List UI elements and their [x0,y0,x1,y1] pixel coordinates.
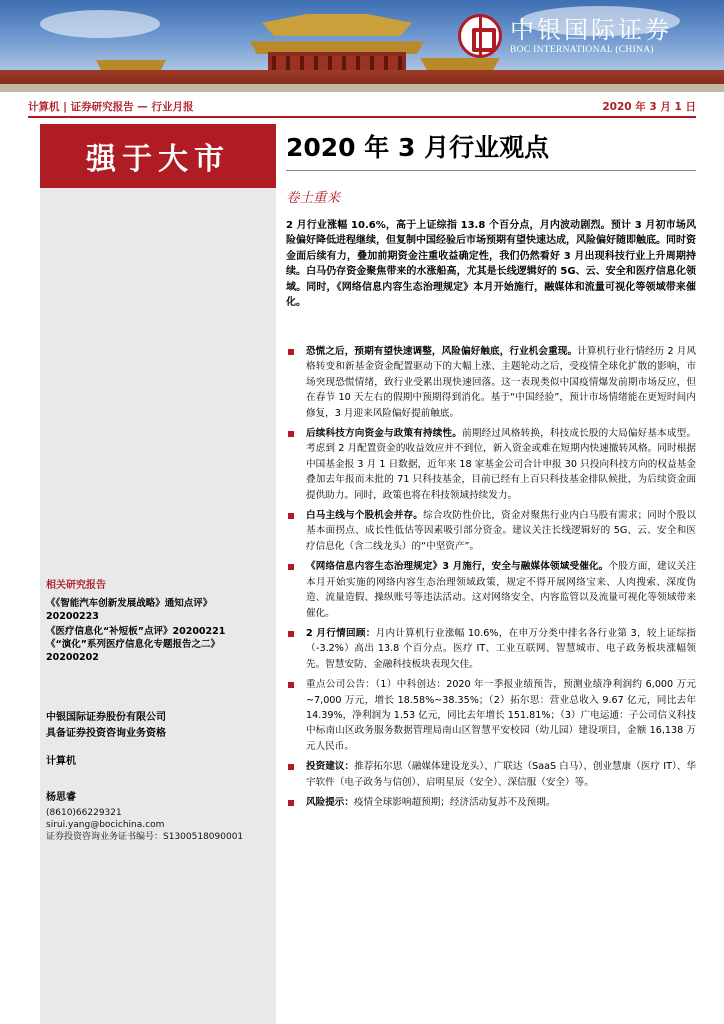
cloud-decoration [40,10,160,38]
boc-logo-icon [458,14,502,58]
rating-label: 强于大市 [86,142,230,177]
bullet-square-icon [288,349,294,355]
list-item: 风险提示：疫情全球影响超预期；经济活动复苏不及预期。 [286,795,696,810]
page-title: 2020 年 3 月行业观点 [286,133,550,162]
company-name: 中银国际证券股份有限公司 [46,712,166,723]
list-item: 重点公司公告：（1）中科创达：2020 年一季报业绩预告，预测业绩净利润约 6,000 万元~7,000 万元，增长 18.58%~38.35%；（2）拓尔思：营业总收入 9.67 亿元，同比去年 14.39%，净利润为 1.53 亿元，同比去年增长 151.81%；（3）广电运通：子公司信义科技中标南山区政务服务数据管理局南山区智慧平安校园（幼儿园）建设项目，金额 16,138 万元人民币。 [286,677,696,754]
related-report-item[interactable]: 《医疗信息化“补短板”点评》20200221 [46,626,226,637]
related-reports [46,576,274,666]
header-banner [0,0,724,92]
bullet-square-icon [288,764,294,770]
title-divider [286,170,696,171]
report-category: 计算机 | 证券研究报告 — 行业月报 [28,100,194,113]
rating-box [40,124,276,188]
palace-roof-image [262,14,412,36]
palace-ground-image [0,84,724,92]
analyst-info [46,788,274,843]
list-item: 恐慌之后，预期有望快速调整，风险偏好触底，行业机会重现。计算机行业行情经历 2 月风格转变和新基金资金配置驱动下的大幅上涨、主题轮动之后，受疫情全球化扩散的影响，市场突现恐慌情绪，致行业受累出现快速回落。这一表现类似中国疫情爆发前期市场反应，但在春节 10 天左右的假期中预期得到消化。基于“中国经验”，预计市场情绪能在更短时间内修复，3 月迎来风险偏好提前触底。 [286,344,696,421]
boc-logo [458,14,672,58]
bullet-square-icon [288,513,294,519]
related-reports-title: 相关研究报告 [46,580,106,591]
bullet-square-icon [288,631,294,637]
analyst-email[interactable]: sirui.yang@bocichina.com [46,820,165,830]
logo-chinese-name: 中银国际证券 [510,16,672,44]
bullet-square-icon [288,431,294,437]
company-qualification: 具备证券投资咨询业务资格 [46,728,166,739]
related-report-item[interactable]: 《《智能汽车创新发展战略》通知点评》 20200223 [46,598,213,622]
analyst-license: 证券投资咨询业务证书编号：S1300518090001 [46,832,244,842]
report-date: 2020 年 3 月 1 日 [602,100,696,113]
key-points-list [286,344,696,815]
related-report-item[interactable]: 《“演化”系列医疗信息化专题报告之二》 20200202 [46,639,220,663]
list-item: 《网络信息内容生态治理规定》3 月施行，安全与融媒体领域受催化。个股方面，建议关注本月开始实施的网络内容生态治理领域政策，规定不得开展网络宝来、人肉搜索、深度伪造、流量造假、操纵账号等违法活动。这对网络安全、内容监管以及流量可视化等领域带来催化。 [286,559,696,621]
list-item: 白马主线与个股机会并存。综合攻防性价比，资金对聚焦行业内白马股有需求；同时个股以基本面拐点、成长性低估等因素吸引部分资金。建议关注长线逻辑好的 5G、云、安全和医疗信息化（含二线龙头）的“中坚资产”。 [286,508,696,554]
page-subtitle: 卷土重来 [286,190,340,206]
bullet-square-icon [288,564,294,570]
logo-english-name: BOC INTERNATIONAL (CHINA) [510,45,654,55]
report-summary: 2 月行业涨幅 10.6%，高于上证综指 13.8 个百分点，月内波动剧烈。预计 3 月初市场风险偏好降低进程继续，但复制中国经验后市场预期有望快速达成，风险偏好随即触底。同时资金面后续有力，叠加前期资金注重收益确定性，我们仍然看好 3 月出现科技行业上升周期持续。白马仍存资金聚焦带来的水涨船高，尤其是长线逻辑好的 5G、云、安全和医疗信息化领域。同时，《网络信息内容生态治理规定》本月开始施行，融媒体和流量可视化等领域带来催化。 [286,220,696,309]
bullet-square-icon [288,682,294,688]
company-info [46,710,274,742]
analyst-name: 杨思睿 [46,792,76,803]
analyst-phone: (8610)66229321 [46,808,122,818]
left-sidebar [40,124,276,1024]
bullet-square-icon [288,800,294,806]
report-header [28,96,696,118]
sector-label: 计算机 [46,756,76,767]
list-item: 投资建议：推荐拓尔思（融媒体建设龙头）、广联达（SaaS 白马）、创业慧康（医疗 IT）、华宇软件（电子政务与信创）、启明星辰（安全）、深信服（安全）等。 [286,759,696,790]
list-item: 后续科技方向资金与政策有持续性。前期经过风格转换，科技成长股的大局偏好基本成型。考虑到 2 月配置资金的收益效应并不到位，新入资金或难在短期内快速撤转风格。同时根据中国基金报 3 月 1 日数据，近年来 18 家基金公司合计申报 30 只投向科技方向的权益基金叠加去年报而未批的 71 只科技基金，目前已经有上百只科技基金排队候批，为后续资金面提供助力。同时，政策也将在科技领域持续发力。 [286,426,696,503]
list-item: 2 月行情回顾：月内计算机行业涨幅 10.6%，在申万分类中排名各行业第 3，较上证综指（-3.2%）高出 13.8 个百分点。医疗 IT、工业互联网、智慧城市、电子政务板块涨幅领先。智慧安防、金融科技板块表现欠佳。 [286,626,696,672]
